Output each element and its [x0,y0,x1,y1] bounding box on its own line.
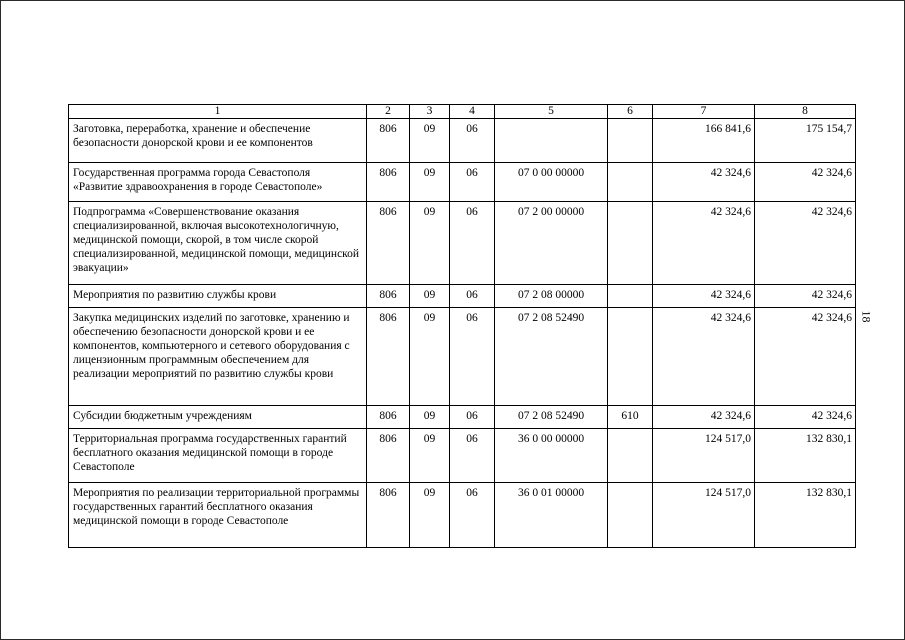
table-row [69,483,856,548]
code-cell: 610 [608,406,653,429]
amount-cell: 124 517,0 [653,483,755,548]
amount-cell: 42 324,6 [653,163,755,202]
amount-cell: 175 154,7 [755,119,856,163]
code-cell: 06 [450,119,495,163]
code-cell: 07 0 00 00000 [495,163,608,202]
code-cell: 36 0 00 00000 [495,429,608,483]
header-cell: 2 [367,105,410,119]
code-cell: 806 [367,163,410,202]
code-cell [608,429,653,483]
code-cell: 09 [410,483,450,548]
table-row [69,119,856,163]
code-cell: 806 [367,119,410,163]
amount-cell: 42 324,6 [755,285,856,308]
code-cell [608,308,653,406]
amount-cell: 42 324,6 [755,163,856,202]
code-cell: 09 [410,202,450,285]
header-cell: 3 [410,105,450,119]
code-cell: 07 2 08 00000 [495,285,608,308]
code-cell: 806 [367,308,410,406]
code-cell: 806 [367,483,410,548]
amount-cell: 42 324,6 [755,406,856,429]
table-row [69,285,856,308]
code-cell: 806 [367,202,410,285]
header-cell: 6 [608,105,653,119]
item-name: Субсидии бюджетным учреждениям [69,406,367,429]
amount-cell: 42 324,6 [755,308,856,406]
code-cell: 07 2 08 52490 [495,308,608,406]
code-cell [495,119,608,163]
code-cell: 07 2 08 52490 [495,406,608,429]
code-cell: 09 [410,406,450,429]
item-name: Мероприятия по развитию службы крови [69,285,367,308]
code-cell: 806 [367,406,410,429]
code-cell: 09 [410,119,450,163]
amount-cell: 42 324,6 [755,202,856,285]
amount-cell: 42 324,6 [653,308,755,406]
amount-cell: 124 517,0 [653,429,755,483]
code-cell: 06 [450,202,495,285]
header-row [69,105,856,119]
table-row [69,202,856,285]
code-cell [608,119,653,163]
item-name: Подпрограмма «Совершенствование оказания специализированной, включая высокотехнологичную, медицинской помощи, скорой, в том числе скорой специализированной, медицинской помощи, медицинской эвакуации» [69,202,367,285]
table-row [69,163,856,202]
item-name: Государственная программа города Севастополя «Развитие здравоохранения в городе Севастополе» [69,163,367,202]
code-cell: 09 [410,429,450,483]
code-cell: 09 [410,308,450,406]
amount-cell: 166 841,6 [653,119,755,163]
amount-cell: 132 830,1 [755,483,856,548]
header-cell: 7 [653,105,755,119]
item-name: Закупка медицинских изделий по заготовке, хранению и обеспечению безопасности донорской крови и ее компонентов, компьютерного и сетевого оборудования с лицензионным программным обеспечением для реализации мероприятий по развитию службы крови [69,308,367,406]
item-name: Заготовка, переработка, хранение и обеспечение безопасности донорской крови и ее компонентов [69,119,367,163]
code-cell [608,163,653,202]
code-cell: 07 2 00 00000 [495,202,608,285]
header-cell: 4 [450,105,495,119]
amount-cell: 42 324,6 [653,285,755,308]
code-cell: 09 [410,285,450,308]
code-cell [608,285,653,308]
table-row [69,429,856,483]
page-number: 18 [859,310,874,323]
code-cell: 806 [367,429,410,483]
amount-cell: 132 830,1 [755,429,856,483]
item-name: Мероприятия по реализации территориальной программы государственных гарантий бесплатного оказания медицинской помощи в городе Севастополе [69,483,367,548]
code-cell: 806 [367,285,410,308]
budget-table [68,104,856,548]
header-cell: 8 [755,105,856,119]
amount-cell: 42 324,6 [653,202,755,285]
code-cell: 06 [450,429,495,483]
table-row [69,308,856,406]
amount-cell: 42 324,6 [653,406,755,429]
table-row [69,406,856,429]
code-cell [608,483,653,548]
code-cell: 06 [450,163,495,202]
header-cell: 5 [495,105,608,119]
code-cell: 06 [450,483,495,548]
code-cell: 09 [410,163,450,202]
code-cell [608,202,653,285]
code-cell: 36 0 01 00000 [495,483,608,548]
item-name: Территориальная программа государственных гарантий бесплатного оказания медицинской помощи в городе Севастополе [69,429,367,483]
code-cell: 06 [450,308,495,406]
code-cell: 06 [450,285,495,308]
header-cell: 1 [69,105,367,119]
code-cell: 06 [450,406,495,429]
